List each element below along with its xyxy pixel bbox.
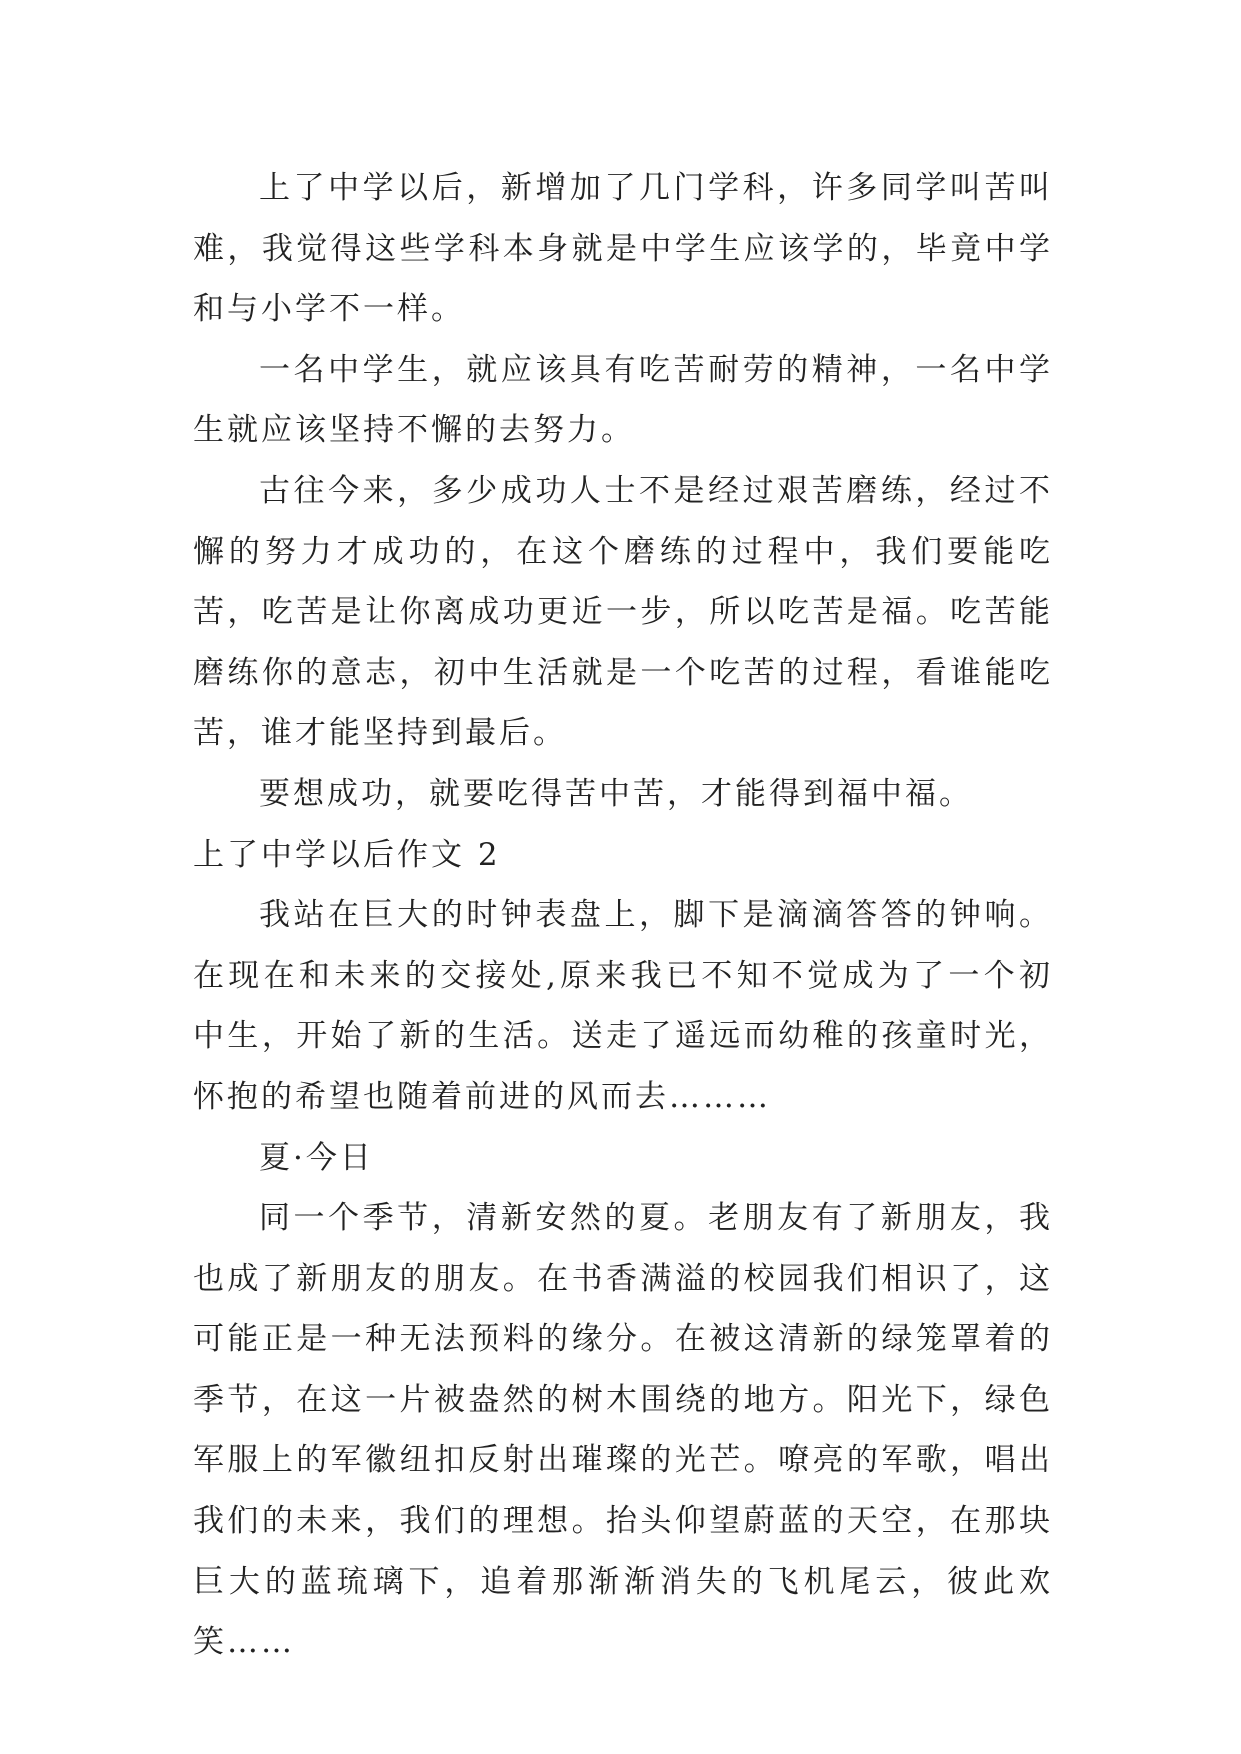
paragraph-5: 我站在巨大的时钟表盘上，脚下是滴滴答答的钟响。在现在和未来的交接处,原来我已不知不觉成为了一个初中生，开始了新的生活。送走了遥远而幼稚的孩童时光，怀抱的希望也随着前进的风而去……… xyxy=(193,897,1053,1115)
section-title: 上了中学以后作文 2 xyxy=(193,836,501,873)
subheading-summer-today: 夏·今日 xyxy=(259,1139,374,1176)
paragraph-6: 同一个季节，清新安然的夏。老朋友有了新朋友，我也成了新朋友的朋友。在书香满溢的校园我们相识了，这可能正是一种无法预料的缘分。在被这清新的绿笼罩着的季节，在这一片被盎然的树木围绕的地方。阳光下，绿色军服上的军徽纽扣反射出璀璨的光芒。嘹亮的军歌，唱出我们的未来，我们的理想。抬头仰望蔚蓝的天空，在那块巨大的蓝琉璃下，追着那渐渐消失的飞机尾云，彼此欢笑…… xyxy=(193,1200,1053,1661)
paragraph-4: 要想成功，就要吃得苦中苦，才能得到福中福。 xyxy=(259,775,973,812)
paragraph-2: 一名中学生，就应该具有吃苦耐劳的精神，一名中学生就应该坚持不懈的去努力。 xyxy=(193,351,1053,449)
document-body xyxy=(193,158,1053,1673)
paragraph-1: 上了中学以后，新增加了几门学科，许多同学叫苦叫难，我觉得这些学科本身就是中学生应该学的，毕竟中学和与小学不一样。 xyxy=(193,170,1053,328)
paragraph-3: 古往今来，多少成功人士不是经过艰苦磨练，经过不懈的努力才成功的，在这个磨练的过程中，我们要能吃苦，吃苦是让你离成功更近一步，所以吃苦是福。吃苦能磨练你的意志，初中生活就是一个吃苦的过程，看谁能吃苦，谁才能坚持到最后。 xyxy=(193,472,1053,752)
